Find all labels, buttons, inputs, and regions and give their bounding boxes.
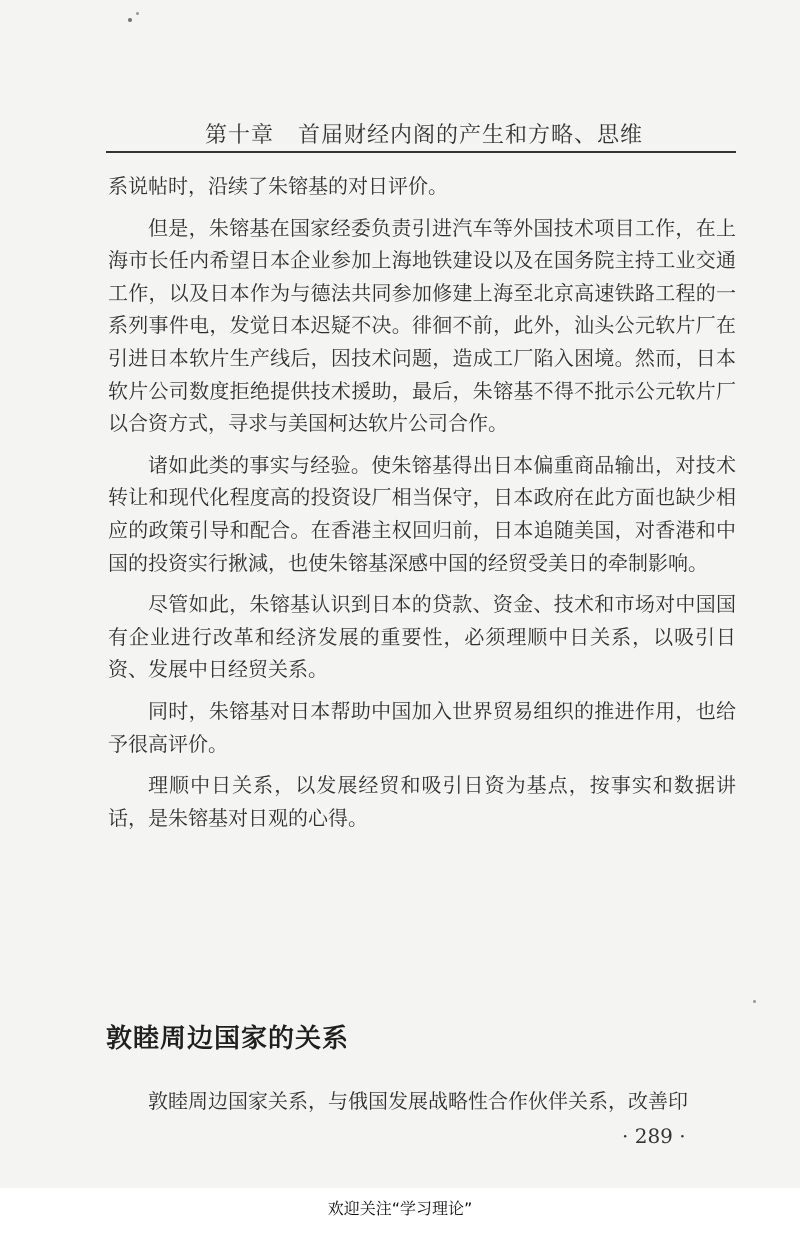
running-header xyxy=(205,118,645,149)
page-number: · 289 · xyxy=(622,1124,686,1148)
chapter-title: 首届财经内阁的产生和方略、思维 xyxy=(298,123,644,148)
scan-speck xyxy=(753,1000,756,1003)
section-heading: 敦睦周边国家的关系 xyxy=(106,1024,350,1054)
scan-speck xyxy=(128,18,132,22)
paragraph: 尽管如此，朱镕基认识到日本的贷款、资金、技术和市场对中国国有企业进行改革和经济发展的重要性，必须理顺中日关系，以吸引日资、发展中日经贸关系。 xyxy=(108,592,736,682)
scan-speck xyxy=(136,12,139,15)
section-first-line: 敦睦周边国家关系，与俄国发展战略性合作伙伴关系，改善印 xyxy=(148,1089,688,1113)
header-rule xyxy=(106,151,736,153)
paragraph: 同时，朱镕基对日本帮助中国加入世界贸易组织的推进作用，也给予很高评价。 xyxy=(108,698,736,756)
paragraph: 理顺中日关系，以发展经贸和吸引日资为基点，按事实和数据讲话，是朱镕基对日观的心得。 xyxy=(108,773,736,830)
paragraph: 但是，朱镕基在国家经委负责引进汽车等外国技术项目工作，在上海市长任内希望日本企业参加上海地铁建设以及在国务院主持工业交通工作，以及日本作为与德法共同参加修建上海至北京高速铁路工程的一系列事件电，发觉日本迟疑不决。徘徊不前，此外，汕头公元软片厂在引进日本软片生产线后，因技术问题，造成工厂陷入困境。然而，日本软片公司数度拒绝提供技术援助，最后，朱镕基不得不批示公元软片厂以合资方式，寻求与美国柯达软片公司合作。 xyxy=(108,215,736,436)
paragraph: 系说帖时，沿续了朱镕基的对日评价。 xyxy=(108,174,448,198)
chapter-number: 第十章 xyxy=(205,123,275,148)
footer-caption: 欢迎关注“学习理论” xyxy=(327,1199,473,1218)
body-text xyxy=(108,170,736,843)
paragraph: 诸如此类的事实与经验。使朱镕基得出日本偏重商品输出，对技术转让和现代化程度高的投资设厂相当保守，日本政府在此方面也缺少相应的政策引导和配合。在香港主权回归前，日本追随美国，对香港和中国的投资实行揪減，也使朱镕基深感中国的经贸受美日的牵制影响。 xyxy=(108,452,736,575)
